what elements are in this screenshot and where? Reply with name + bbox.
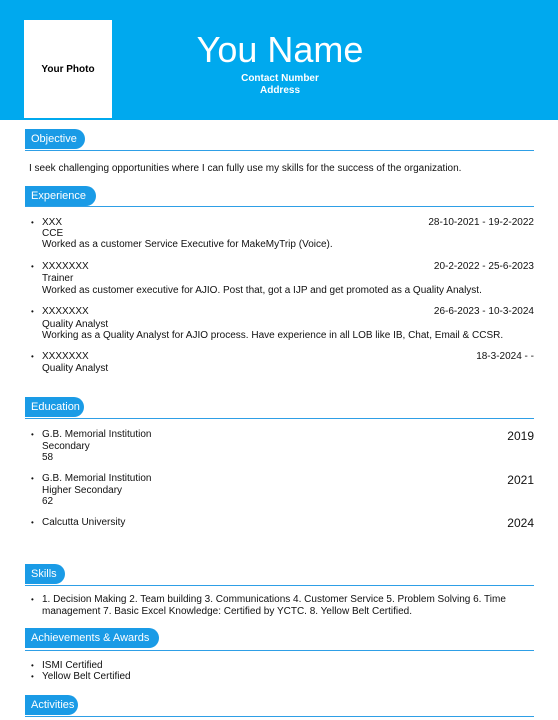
bullet: • — [31, 595, 34, 604]
education-level: Secondary — [42, 441, 90, 452]
contact-number: Contact Number — [241, 73, 319, 84]
section-heading-experience: Experience — [25, 186, 96, 206]
education-year: 2019 — [507, 429, 534, 443]
section-rule-education — [25, 418, 534, 419]
section-heading-achievements: Achievements & Awards — [25, 628, 159, 648]
bullet: • — [31, 218, 34, 227]
education-score: 58 — [42, 452, 54, 463]
bullet: • — [31, 474, 34, 483]
objective-text: I seek challenging opportunities where I can fully use my skills for the success of the organization. — [29, 163, 462, 174]
experience-company: XXXXXXX — [42, 351, 89, 362]
section-heading-skills: Skills — [25, 564, 65, 584]
photo-placeholder — [24, 20, 112, 118]
address: Address — [259, 85, 300, 96]
skills-text: 1. Decision Making 2. Team building 3. Communications 4. Customer Service 5. Problem Solving 6. Time management 7. Basic Excel Knowledge: Certified by YCTC. 8. Yellow Belt Certified. — [42, 594, 506, 617]
education-score: 62 — [42, 496, 54, 507]
achievement-item: Yellow Belt Certified — [42, 671, 131, 682]
experience-description: Worked as a customer Service Executive for MakeMyTrip (Voice). — [42, 239, 333, 250]
education-year: 2021 — [507, 473, 534, 487]
bullet: • — [31, 672, 34, 681]
resume-header — [0, 0, 558, 120]
candidate-name: You Name — [196, 29, 364, 70]
education-level: Higher Secondary — [42, 485, 123, 496]
experience-company: XXXXXXX — [42, 261, 89, 272]
experience-role: Quality Analyst — [42, 319, 109, 330]
section-rule-activities — [25, 716, 534, 717]
experience-description: Working as a Quality Analyst for AJIO process. Have experience in all LOB like IB, Chat, Email & CCSR. — [42, 330, 504, 341]
section-rule-experience — [25, 206, 534, 207]
section-rule-achievements — [25, 650, 534, 651]
experience-dates: 20-2-2022 - 25-6-2023 — [433, 261, 534, 272]
education-year: 2024 — [507, 516, 534, 530]
experience-dates: 18-3-2024 - - — [476, 351, 534, 362]
achievement-item: ISMI Certified — [42, 660, 103, 671]
experience-description: Worked as customer executive for AJIO. Post that, got a IJP and get promoted as a Quality Analyst. — [42, 285, 482, 296]
education-institution: Calcutta University — [42, 517, 126, 528]
bullet: • — [31, 352, 34, 361]
education-institution: G.B. Memorial Institution — [42, 473, 152, 484]
experience-company: XXX — [42, 217, 63, 228]
photo-label: Your Photo — [41, 63, 95, 75]
section-heading-education: Education — [25, 397, 84, 417]
bullet: • — [31, 262, 34, 271]
education-institution: G.B. Memorial Institution — [42, 429, 152, 440]
experience-dates: 26-6-2023 - 10-3-2024 — [433, 306, 534, 317]
section-heading-activities: Activities — [25, 695, 78, 715]
section-rule-skills — [25, 585, 534, 586]
experience-role: Quality Analyst — [42, 363, 109, 374]
bullet: • — [31, 430, 34, 439]
bullet: • — [31, 307, 34, 316]
section-rule-objective — [25, 150, 534, 151]
bullet: • — [31, 518, 34, 527]
experience-role: CCE — [42, 228, 64, 239]
experience-role: Trainer — [42, 273, 74, 284]
experience-company: XXXXXXX — [42, 306, 89, 317]
experience-dates: 28-10-2021 - 19-2-2022 — [428, 217, 534, 228]
section-heading-objective: Objective — [25, 129, 85, 149]
bullet: • — [31, 661, 34, 670]
